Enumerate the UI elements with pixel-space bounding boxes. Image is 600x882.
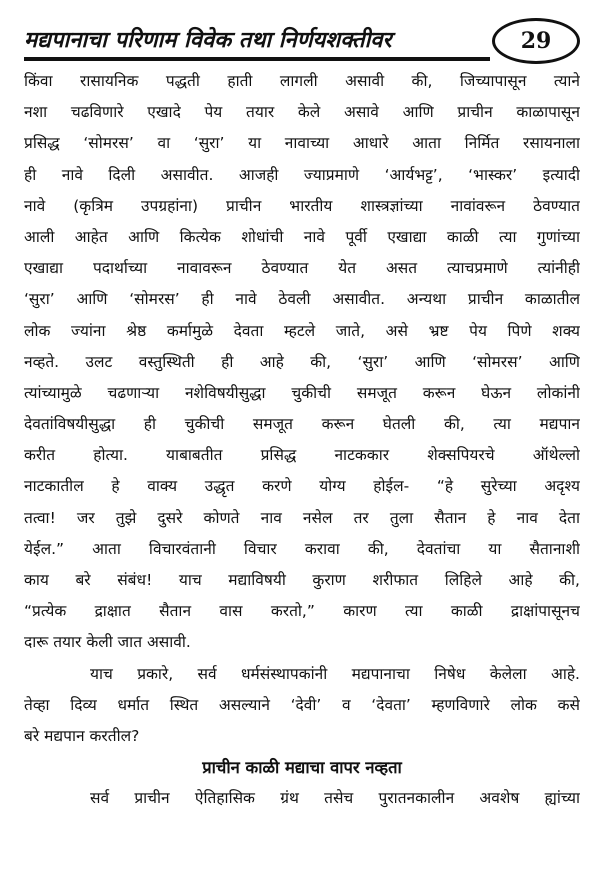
text-line: प्रसिद्ध ‘सोमरस’ वा ‘सुरा’ या नावाच्या आधारे आता निर्मित रसायनाला <box>24 134 580 153</box>
body-text <box>24 66 580 815</box>
text-line: नावे (कृत्रिम उपग्रहांना) प्राचीन भारतीय शास्त्रज्ञांच्या नावांवरून ठेवण्यात <box>24 196 580 215</box>
paragraph-1 <box>24 66 580 659</box>
text-line: नशा चढविणारे एखादे पेय तयार केले असावे आणि प्राचीन काळापासून <box>24 103 580 122</box>
text-line: एखाद्या पदार्थाच्या नावावरून ठेवण्यात येत असत त्याचप्रमाणे त्यांनीही <box>24 259 580 278</box>
text-line: तत्वा! जर तुझे दुसरे कोणते नाव नसेल तर तुला सैतान हे नाव देता <box>24 508 580 527</box>
text-line: करीत होत्या. याबाबतीत प्रसिद्ध नाटककार शेक्सपियरचे ऑथेल्लो <box>24 446 580 465</box>
paragraph-2 <box>24 659 580 753</box>
text-line: “प्रत्येक द्राक्षात सैतान वास करतो,” कारण त्या काळी द्राक्षांपासूनच <box>24 602 580 621</box>
text-line: देवतांविषयीसुद्धा ही चुकीची समजूत करून घेतली की, त्या मद्यपान <box>24 415 580 434</box>
text-line: याच प्रकारे, सर्व धर्मसंस्थापकांनी मद्यपानाचा निषेध केलेला आहे. <box>90 664 580 683</box>
header-rule <box>24 57 490 61</box>
text-line: ही नावे दिली असावीत. आजही ज्याप्रमाणे ‘आर्यभट्ट’, ‘भास्कर’ इत्यादी <box>24 165 580 184</box>
text-line: नाटकातील हे वाक्य उद्धृत करणे योग्य होईल- “हे सुरेच्या अदृश्य <box>24 477 580 496</box>
text-line: तेव्हा दिव्य धर्मात स्थित असल्याने ‘देवी’ व ‘देवता’ म्हणविणारे लोक कसे <box>24 695 580 714</box>
paragraph-3 <box>24 783 580 814</box>
page-header <box>24 12 580 62</box>
page-number: 29 <box>492 18 580 64</box>
running-title: मद्यपानाचा परिणाम विवेक तथा निर्णयशक्तीवर <box>24 28 392 53</box>
text-line: दारू तयार केली जात असावी. <box>24 633 191 652</box>
text-line: सर्व प्राचीन ऐतिहासिक ग्रंथ तसेच पुरातनकालीन अवशेष ह्यांच्या <box>90 789 580 808</box>
text-line: आली आहेत आणि कित्येक शोधांची नावे पूर्वी एखाद्या काळी त्या गुणांच्या <box>24 227 580 246</box>
text-line: त्यांच्यामुळे चढणाऱ्या नशेविषयीसुद्धा चुकीची समजूत करून घेऊन लोकांनी <box>24 383 580 402</box>
text-line: काय बरे संबंध! याच मद्याविषयी कुराण शरीफात लिहिले आहे की, <box>24 571 580 589</box>
text-line: किंवा रासायनिक पद्धती हाती लागली असावी की, जिच्यापासून त्याने <box>24 72 580 90</box>
section-heading: प्राचीन काळी मद्याचा वापर नव्हता <box>202 758 402 778</box>
text-line: ‘सुरा’ आणि ‘सोमरस’ ही नावे ठेवली असावीत. अन्यथा प्राचीन काळातील <box>24 290 580 309</box>
text-line: लोक ज्यांना श्रेष्ठ कर्मामुळे देवता म्हटले जाते, असे भ्रष्ट पेय पिणे शक्य <box>24 321 580 340</box>
text-line: येईल.” आता विचारवंतानी विचार करावा की, देवतांचा या सैतानाशी <box>24 539 580 558</box>
text-line: बरे मद्यपान करतील? <box>24 726 140 745</box>
text-line: नव्हते. उलट वस्तुस्थिती ही आहे की, ‘सुरा’ आणि ‘सोमरस’ आणि <box>24 352 580 371</box>
